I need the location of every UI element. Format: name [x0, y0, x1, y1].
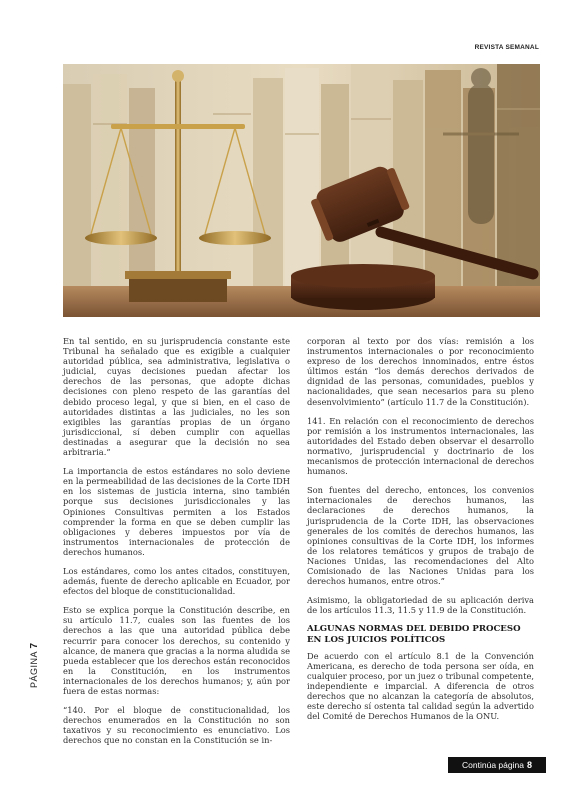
page-number-tag — [29, 642, 40, 688]
paragraph: La importancia de estos estándares no solo deviene en la permeabilidad de las decisiones de la Corte IDH en los sistemas de justicia interna, sino también porque sus decisiones jurisdiccionales y las Opiniones Consultivas permiten a los Estados comprender la forma en que se deben cumplir las obligaciones y deberes impuestos por vía de instrumentos internacionales de protección de derechos humanos. — [63, 466, 290, 557]
continue-bar[interactable] — [448, 757, 546, 773]
page-label: PÁGINA — [29, 651, 39, 688]
right-column — [307, 336, 534, 730]
continue-page-number: 8 — [526, 760, 532, 770]
paragraph: corporan al texto por dos vías: remisión a los instrumentos internacionales o por reconocimiento expreso de los derechos innominados, entre éstos últimos están “los demás derechos derivados de dignidad de las personas, comunidades, pueblos y nacionalidades, que sean necesarios para su pleno desenvolvimiento” (artículo 11.7 de la Constitución). — [307, 336, 534, 407]
paragraph: Son fuentes del derecho, entonces, los convenios internacionales de derechos humanos, las declaraciones de derechos humanos, la jurisprudencia de la Corte IDH, las observaciones generales de los comités de derechos humanos, las opiniones consultivas de la Corte IDH, los informes de los relatores temáticos y grupos de trabajo de Naciones Unidas, las recomendaciones del Alto Comisionado de las Naciones Unidas para los derechos humanos, entre otros.” — [307, 485, 534, 587]
left-column — [63, 336, 290, 754]
section-heading: ALGUNAS NORMAS DEL DEBIDO PROCESO EN LOS JUICIOS POLÍTICOS — [307, 624, 521, 645]
paragraph: “140. Por el bloque de constitucionalidad, los derechos enumerados en la Constitución no son taxativos y su reconocimiento es enunciativo. Los derechos que no constan en la Constitución se in- — [63, 705, 290, 746]
continue-label: Continúa página — [462, 760, 524, 770]
page-number: 7 — [29, 642, 40, 649]
hero-image — [63, 64, 540, 317]
section-label: REVISTA SEMANAL — [474, 44, 539, 51]
paragraph: Esto se explica porque la Constitución describe, en su artículo 11.7, cuales son las fuentes de los derechos a las que una autoridad pública debe recurrir para conocer los derechos, su contenido y alcance, de manera que gracias a la norma aludida se pueda establecer que los derechos están reconocidos en la Constitución, en los instrumentos internacionales de los derechos humanos; y, aún por fuera de estas normas: — [63, 605, 290, 696]
paragraph: Los estándares, como los antes citados, constituyen, además, fuente de derecho aplicable en Ecuador, por efectos del bloque de constitucionalidad. — [63, 565, 290, 597]
paragraph: En tal sentido, en su jurisprudencia constante este Tribunal ha señalado que es exigible a cualquier autoridad pública, sea administrativa, legislativa o judicial, cuyas decisiones puedan afectar los derechos de las personas, que adopte dichas decisiones con pleno respeto de las garantías del debido proceso legal, y que si bien, en el caso de autoridades distintas a las judiciales, no les son exigibles las garantías propias de un órgano jurisdiccional, sí deben cumplir con aquellas destinadas a asegurar que la decisión no sea arbitraria.” — [63, 336, 290, 458]
paragraph: Asimismo, la obligatoriedad de su aplicación deriva de los artículos 11.3, 11.5 y 11.9 de la Constitución. — [307, 595, 534, 616]
paragraph: De acuerdo con el artículo 8.1 de la Convención Americana, es derecho de toda persona ser oída, en cualquier proceso, por un juez o tribunal competente, independiente e imparcial. A diferencia de otros derechos que no alcanzan la categoría de absolutos, este derecho sí ostenta tal calidad según la advertido del Comité de Derechos Humanos de la ONU. — [307, 650, 534, 722]
paragraph: 141. En relación con el reconocimiento de derechos por remisión a los instrumentos internacionales, las autoridades del Estado deben observar el desarrollo normativo, jurisprudencial y doctrinario de los mecanismos de protección internacional de derechos humanos. — [307, 415, 534, 477]
